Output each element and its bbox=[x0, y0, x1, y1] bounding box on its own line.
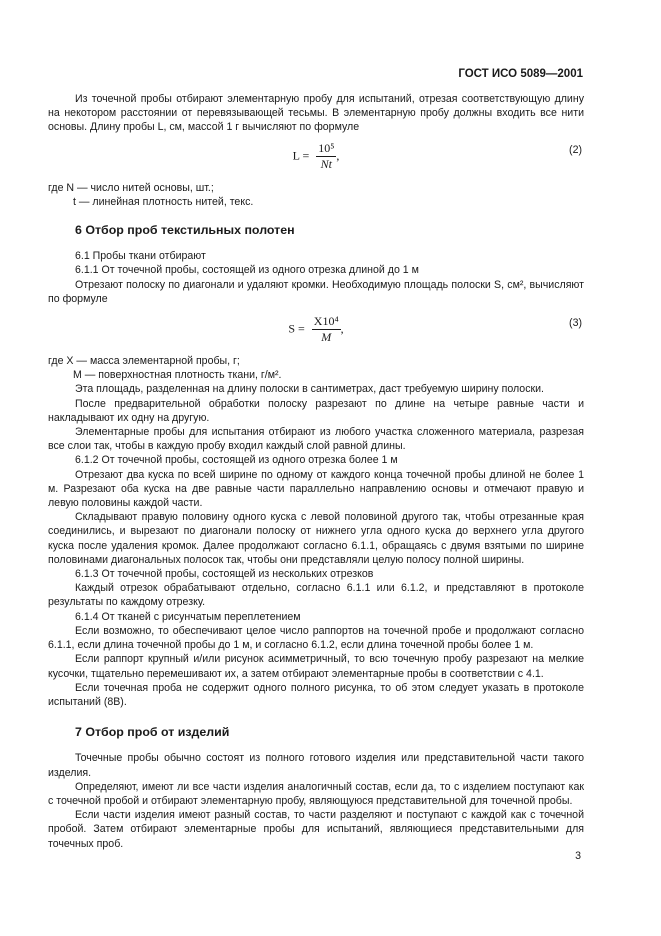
section-title: 6 Отбор проб текстильных полотен bbox=[75, 223, 295, 238]
paragraph: Из точечной пробы отбирают элементарную пробу для испытаний, отрезая соответствующую длину на некотором расстоянии от перевязывающей тесьмы. В элементарную пробу должны входить все нити основы. Длину пробы L, см, массой 1 г вычисляют по формуле bbox=[48, 93, 584, 134]
paragraph: Отрезают полоску по диагонали и удаляют кромки. Необходимую площадь полоски S, см², вычисляют по формуле bbox=[48, 278, 584, 305]
paragraph: Каждый отрезок обрабатывают отдельно, согласно 6.1.1 или 6.1.2, и представляют в протоколе результаты по каждому отрезку. bbox=[48, 582, 584, 609]
paragraph: Элементарные пробы для испытания отбирают из любого участка сложенного материала, разрезая все слои так, чтобы в каждую пробу входил каждый слой равной длины. bbox=[48, 426, 584, 453]
fraction-numerator: X10⁴ bbox=[313, 314, 339, 329]
formula-lhs: L = bbox=[292, 147, 310, 162]
document-body bbox=[48, 92, 584, 851]
paragraph: Точечные пробы обычно состоят из полного готового изделия или представительной части такого изделия. bbox=[48, 752, 584, 779]
section-title: 7 Отбор проб от изделий bbox=[75, 725, 230, 740]
formula-2 bbox=[48, 141, 584, 177]
formula-suffix: , bbox=[336, 147, 340, 162]
formula-number: (2) bbox=[569, 143, 582, 156]
where-line: t — линейная плотность нитей, текс. bbox=[73, 195, 254, 208]
where-block bbox=[48, 354, 584, 382]
fraction-denominator: Nt bbox=[320, 156, 332, 171]
fraction-denominator: M bbox=[321, 330, 332, 345]
where-line: M — поверхностная плотность ткани, г/м². bbox=[73, 369, 282, 382]
paragraph: Если раппорт крупный и/или рисунок асимметричный, то всю точечную пробу разрезают на мелкие кусочки, тщательно перемешивают их, а затем отбирают элементарные пробы в соответствии с 4.1. bbox=[48, 653, 584, 680]
subsection-title: 6.1.2 От точечной пробы, состоящей из одного отрезка более 1 м bbox=[75, 454, 398, 467]
where-block bbox=[48, 181, 584, 209]
subsection-title: 6.1.1 От точечной пробы, состоящей из одного отрезка длиной до 1 м bbox=[75, 264, 419, 277]
formula-3 bbox=[48, 314, 584, 350]
formula-number: (3) bbox=[569, 317, 582, 330]
fraction bbox=[316, 141, 336, 172]
where-line: где N — число нитей основы, шт.; bbox=[48, 181, 214, 194]
paragraph: Если точечная проба не содержит одного полного рисунка, то об этом следует указать в протоколе испытаний (8B). bbox=[48, 681, 584, 708]
formula-lhs: S = bbox=[288, 321, 305, 336]
document-header: ГОСТ ИСО 5089—2001 bbox=[458, 68, 583, 80]
formula-suffix: , bbox=[340, 321, 344, 336]
subsection-title: 6.1 Пробы ткани отбирают bbox=[75, 250, 206, 263]
subsection-title: 6.1.3 От точечной пробы, состоящей из нескольких отрезков bbox=[75, 568, 374, 581]
paragraph: Отрезают два куска по всей ширине по одному от каждого конца точечной пробы длиной не более 1 м. Разрезают оба куска на две равные части параллельно направлению основы и отмечают правую и левую половины каждой части. bbox=[48, 468, 584, 510]
fraction bbox=[312, 314, 341, 345]
where-line: где X — масса элементарной пробы, г; bbox=[48, 355, 240, 368]
paragraph: Складывают правую половину одного куска с левой половиной другого так, чтобы отрезанные края соединились, и вырезают по диагонали полоску от нижнего угла одного куска до верхнего угла другого куска после удаления кромок. Далее продолжают согласно 6.1.1, обращаясь с двумя взятыми по ширине половинами диагональных полосок так, чтобы они представляли целую полосу полной ширины. bbox=[48, 511, 584, 566]
paragraph: Если возможно, то обеспечивают целое число раппортов на точечной пробе и продолжают согласно 6.1.1, если длина точечной пробы до 1 м, и согласно 6.1.2, если длина точечной пробы более 1 м. bbox=[48, 624, 584, 652]
paragraph: Определяют, имеют ли все части изделия аналогичный состав, если да, то с изделием поступают как с точечной пробой и отбирают элементарную пробу, являющуюся представительной для точечной пробы. bbox=[48, 780, 584, 807]
page-number: 3 bbox=[575, 850, 581, 862]
paragraph: Эта площадь, разделенная на длину полоски в сантиметрах, даст требуемую ширину полоски. bbox=[75, 383, 544, 396]
fraction-numerator: 10⁵ bbox=[318, 140, 335, 155]
subsection-title: 6.1.4 От тканей с рисунчатым переплетением bbox=[75, 610, 301, 623]
paragraph: После предварительной обработки полоску разрезают по длине на четыре равные части и накладывают их одну на другую. bbox=[48, 397, 584, 424]
paragraph: Если части изделия имеют разный состав, то части разделяют и поступают с каждой как с точечной пробой. Затем отбирают элементарные пробы для испытаний, являющиеся представительными для точечных проб. bbox=[48, 809, 584, 850]
